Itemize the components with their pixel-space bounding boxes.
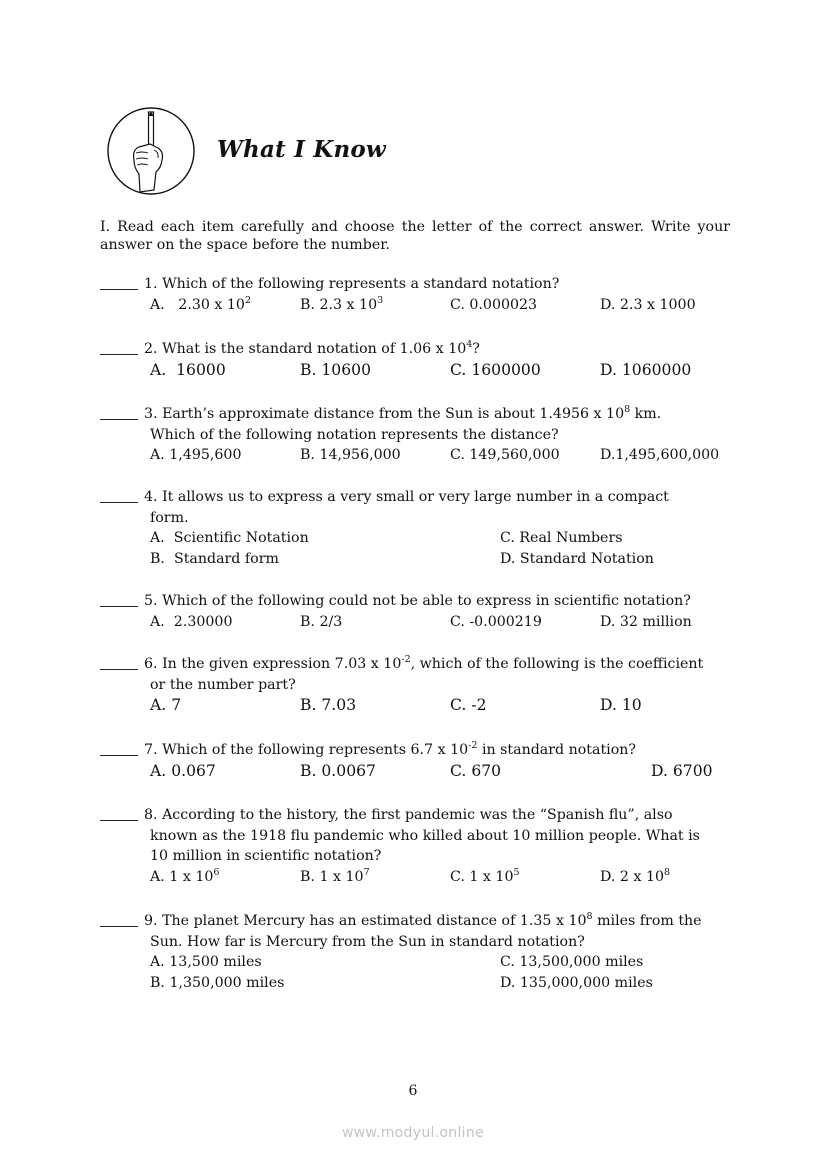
- question-stem: It allows us to express a very small or very large number in a compact: [162, 489, 669, 505]
- question-number: 4.: [144, 489, 158, 505]
- question-stem: Which of the following could not be able to express in scientific notation?: [162, 593, 691, 609]
- option-a: A. 2.30000: [150, 613, 233, 630]
- option-b: B. 0.0067: [300, 761, 376, 780]
- question-stem-line-2: form.: [150, 509, 189, 526]
- answer-blank[interactable]: [100, 487, 138, 503]
- option-b: B. 1,350,000 miles: [150, 975, 285, 991]
- answer-blank[interactable]: [100, 274, 138, 290]
- option-a: A. 7: [150, 696, 182, 714]
- page-number: 6: [408, 1083, 418, 1099]
- question-number: 1.: [144, 276, 158, 292]
- question-6: 6. In the given expression 7.03 x $10^{-2}$, which of the following is the coefficient or the number part? A. 7 B. 7.03 C. -2 D. 10: [100, 654, 730, 717]
- question-2: 2. What is the standard notation of 1.06 x $10^4$? A. 16000 B. 10600 C. 1600000 D. 1060000: [100, 339, 730, 382]
- option-c: C. 670: [450, 761, 502, 780]
- answer-blank[interactable]: [100, 339, 138, 355]
- option-c: C. -2: [450, 696, 487, 714]
- option-d: D. Standard Notation: [500, 551, 654, 567]
- question-stem-line-2: known as the 1918 flu pandemic who killed about 10 million people. What is: [150, 827, 700, 844]
- question-number: 8.: [144, 807, 158, 823]
- option-d: D.1,495,600,000: [600, 447, 720, 463]
- hand-holding-pencil-icon: [106, 106, 196, 196]
- question-7: 7. Which of the following represents 6.7 x $10^{-2}$ in standard notation? A. 0.067 B. 0.0067 C. 670 D. 6700: [100, 740, 730, 783]
- answer-blank[interactable]: [100, 805, 138, 821]
- option-d: D. 135,000,000 miles: [500, 975, 653, 991]
- option-a: A. 13,500 miles: [150, 954, 262, 970]
- question-stem: Which of the following represents a standard notation?: [162, 276, 560, 292]
- option-d: D. 32 million: [600, 613, 692, 630]
- option-c: C. Real Numbers: [500, 530, 623, 546]
- question-stem-line-2: Sun. How far is Mercury from the Sun in standard notation?: [150, 933, 585, 950]
- option-b: B. 2/3: [300, 613, 343, 630]
- option-c: C. 13,500,000 miles: [500, 954, 644, 970]
- watermark: www.modyul.online: [342, 1125, 484, 1141]
- option-a: A. Scientific Notation: [150, 530, 309, 546]
- option-d: D. 1060000: [600, 360, 692, 379]
- option-b: B. Standard form: [150, 551, 279, 567]
- option-a: A. 0.067: [150, 761, 216, 780]
- question-stem-line-2: Which of the following notation represents the distance?: [150, 426, 559, 443]
- question-9: 9. The planet Mercury has an estimated distance of 1.35 x $10^8$ miles from the Sun. How far is Mercury from the Sun in standard notation? A. 13,500 miles C. 13,500,000 miles B. 1,350,000 miles D. 135,000,000 miles: [100, 911, 730, 994]
- question-stem: Which of the following represents 6.7 x 10: [162, 742, 469, 758]
- question-3: 3. Earth’s approximate distance from the Sun is about 1.4956 x $10^8$ km. Which of the following notation represents the distance? A. 1,495,600 B. 14,956,000 C. 149,560,000 D.1,495,600,000: [100, 404, 730, 466]
- option-a: A. 16000: [150, 360, 226, 379]
- option-c: C. 0.000023: [450, 296, 538, 313]
- answer-blank[interactable]: [100, 740, 138, 756]
- answer-blank[interactable]: [100, 591, 138, 607]
- question-number: 5.: [144, 593, 158, 609]
- option-d: D. 10: [600, 696, 642, 714]
- answer-blank[interactable]: [100, 654, 138, 670]
- question-stem: According to the history, the first pandemic was the “Spanish flu”, also: [162, 807, 673, 823]
- question-number: 7.: [144, 742, 158, 758]
- option-b: B. 2.3 x $10^3$: [300, 294, 384, 313]
- option-d: D. 2 x $10^8$: [600, 866, 671, 885]
- option-c: C. 1 x $10^5$: [450, 866, 520, 885]
- question-5: [100, 591, 730, 633]
- option-c: C. 149,560,000: [450, 447, 560, 463]
- question-stem: In the given expression 7.03 x 10: [162, 656, 402, 672]
- option-c: C. 1600000: [450, 360, 541, 379]
- question-stem: Earth’s approximate distance from the Sun is about 1.4956 x 10: [162, 406, 625, 422]
- option-b: B. 10600: [300, 360, 371, 379]
- option-c: C. -0.000219: [450, 613, 542, 630]
- question-stem: The planet Mercury has an estimated distance of 1.35 x 10: [162, 913, 587, 929]
- question-stem-line-2: or the number part?: [150, 676, 296, 693]
- option-b: B. 7.03: [300, 696, 357, 714]
- answer-blank[interactable]: [100, 404, 138, 420]
- option-a: A. 1 x $10^6$: [150, 866, 220, 885]
- option-a: A. 2.30 x $10^2$: [150, 294, 252, 313]
- question-8: [100, 805, 730, 888]
- question-4: [100, 487, 730, 570]
- option-d: D. 2.3 x 1000: [600, 296, 696, 313]
- question-1: [100, 274, 730, 316]
- instructions: I. Read each item carefully and choose the letter of the correct answer. Write your answer on the space before the number.: [100, 219, 730, 253]
- question-stem-line-3: 10 million in scientific notation?: [150, 848, 382, 864]
- question-number: 2.: [144, 341, 158, 357]
- option-a: A. 1,495,600: [150, 447, 242, 463]
- option-b: B. 1 x $10^7$: [300, 866, 370, 885]
- question-number: 9.: [144, 913, 158, 929]
- question-number: 3.: [144, 406, 158, 422]
- question-stem: What is the standard notation of 1.06 x 10: [162, 341, 467, 357]
- section-title: What I Know: [217, 136, 386, 163]
- option-b: B. 14,956,000: [300, 447, 401, 463]
- question-number: 6.: [144, 656, 158, 672]
- option-d: D. 6700: [651, 761, 713, 780]
- answer-blank[interactable]: [100, 911, 138, 927]
